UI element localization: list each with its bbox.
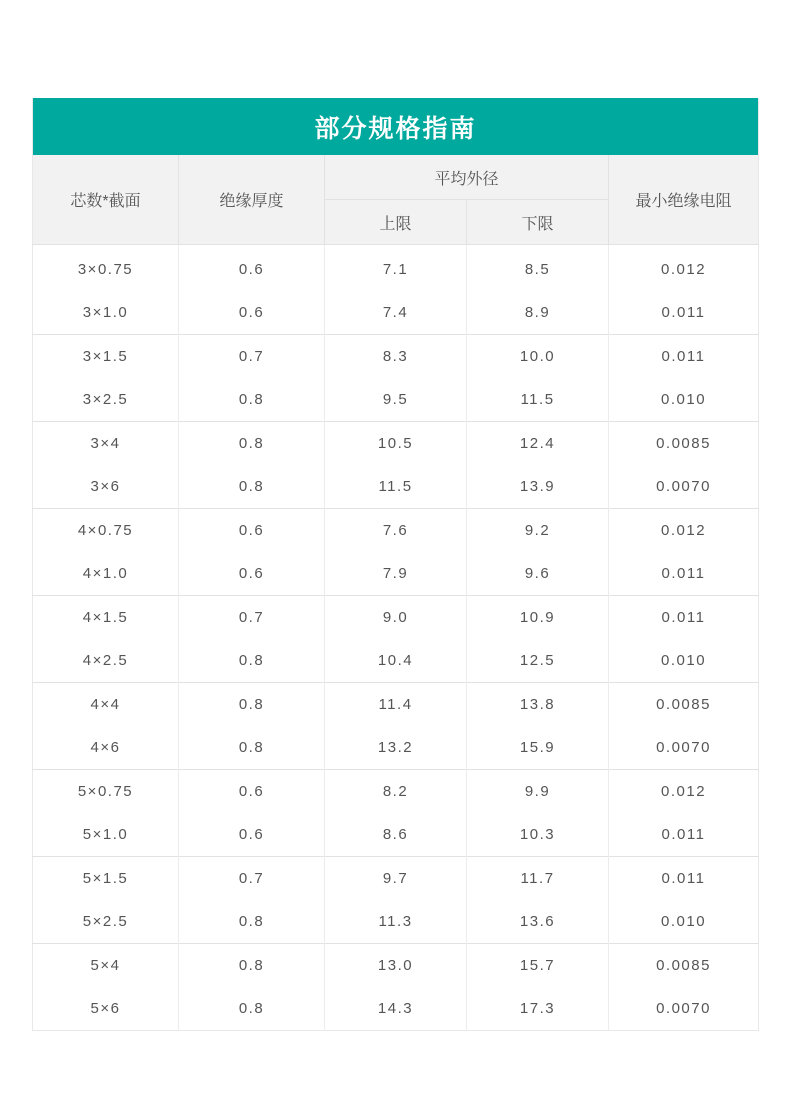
cell-thickness: 0.8 — [179, 944, 325, 988]
cell-spec: 4×6 — [33, 726, 179, 770]
table-row — [33, 683, 759, 727]
cell-resistance: 0.011 — [609, 335, 759, 379]
cell-lower: 10.9 — [467, 596, 609, 640]
header-min-insulation-resistance: 最小绝缘电阻 — [609, 155, 759, 245]
cell-thickness: 0.8 — [179, 683, 325, 727]
cell-spec: 5×4 — [33, 944, 179, 988]
cell-lower: 17.3 — [467, 987, 609, 1031]
table-row — [33, 726, 759, 770]
cell-resistance: 0.010 — [661, 652, 707, 669]
cell-resistance: 0.010 — [661, 913, 707, 930]
cell-upper: 11.3 — [325, 900, 467, 944]
cell-resistance: 0.0085 — [609, 944, 759, 988]
table-row — [33, 509, 759, 553]
cell-lower: 11.5 — [467, 378, 609, 422]
cell-upper: 7.1 — [325, 245, 467, 292]
table-row — [33, 552, 759, 596]
cell-upper: 8.6 — [325, 813, 467, 857]
cell-thickness: 0.8 — [179, 639, 325, 683]
cell-resistance: 0.0070 — [656, 1000, 711, 1017]
cell-thickness: 0.6 — [179, 770, 325, 814]
cell-upper: 9.7 — [325, 857, 467, 901]
cell-spec: 5×2.5 — [33, 900, 179, 944]
cell-spec: 4×1.5 — [33, 596, 179, 640]
cell-thickness: 0.6 — [179, 813, 325, 857]
cell-upper: 10.4 — [325, 639, 467, 683]
cell-lower: 13.8 — [467, 683, 609, 727]
cell-spec: 3×0.75 — [33, 245, 179, 292]
cell-thickness: 0.8 — [179, 378, 325, 422]
cell-resistance: 0.0085 — [609, 683, 759, 727]
cell-lower: 10.3 — [467, 813, 609, 857]
cell-thickness: 0.8 — [179, 422, 325, 466]
cell-lower: 9.9 — [467, 770, 609, 814]
header-upper-limit: 上限 — [325, 200, 467, 245]
table-row — [33, 291, 759, 335]
cell-lower: 8.5 — [467, 245, 609, 292]
cell-thickness: 0.6 — [179, 509, 325, 553]
cell-lower: 8.9 — [467, 291, 609, 335]
specification-table — [32, 98, 759, 1031]
header-row-top — [33, 155, 759, 200]
cell-resistance: 0.012 — [609, 770, 759, 814]
cell-lower: 15.7 — [467, 944, 609, 988]
cell-thickness: 0.7 — [179, 335, 325, 379]
table-row — [33, 944, 759, 988]
table-row — [33, 770, 759, 814]
cell-lower: 12.4 — [467, 422, 609, 466]
cell-lower: 10.0 — [467, 335, 609, 379]
table-row — [33, 813, 759, 857]
cell-upper: 9.5 — [325, 378, 467, 422]
cell-lower: 13.9 — [467, 465, 609, 509]
cell-lower: 9.6 — [467, 552, 609, 596]
table-row — [33, 378, 759, 422]
table-row — [33, 465, 759, 509]
cell-resistance: 0.0070 — [656, 739, 711, 756]
cell-resistance: 0.011 — [609, 596, 759, 640]
cell-spec: 3×1.0 — [33, 291, 179, 335]
cell-thickness: 0.8 — [179, 987, 325, 1031]
cell-upper: 7.6 — [325, 509, 467, 553]
cell-thickness: 0.6 — [179, 291, 325, 335]
cell-lower: 9.2 — [467, 509, 609, 553]
table-row — [33, 245, 759, 292]
cell-spec: 3×4 — [33, 422, 179, 466]
cell-lower: 13.6 — [467, 900, 609, 944]
cell-resistance: 0.011 — [609, 857, 759, 901]
cell-spec: 4×0.75 — [33, 509, 179, 553]
cell-spec: 4×4 — [33, 683, 179, 727]
cell-upper: 10.5 — [325, 422, 467, 466]
cell-upper: 13.2 — [325, 726, 467, 770]
cell-spec: 4×1.0 — [33, 552, 179, 596]
cell-lower: 11.7 — [467, 857, 609, 901]
cell-spec: 5×1.5 — [33, 857, 179, 901]
cell-spec: 3×1.5 — [33, 335, 179, 379]
cell-resistance: 0.0085 — [609, 422, 759, 466]
header-core-section: 芯数*截面 — [33, 155, 179, 245]
cell-resistance: 0.011 — [661, 304, 706, 321]
cell-thickness: 0.8 — [179, 900, 325, 944]
cell-resistance: 0.012 — [609, 245, 759, 292]
cell-thickness: 0.8 — [179, 465, 325, 509]
header-average-diameter: 平均外径 — [325, 155, 609, 200]
cell-upper: 14.3 — [325, 987, 467, 1031]
cell-thickness: 0.7 — [179, 857, 325, 901]
table-row — [33, 422, 759, 466]
table-title-row — [33, 98, 759, 155]
cell-spec: 5×1.0 — [33, 813, 179, 857]
cell-thickness: 0.6 — [179, 552, 325, 596]
cell-resistance: 0.012 — [609, 509, 759, 553]
cell-upper: 11.4 — [325, 683, 467, 727]
table-body — [33, 245, 759, 1031]
cell-thickness: 0.6 — [179, 245, 325, 292]
cell-resistance: 0.011 — [661, 826, 706, 843]
cell-upper: 8.2 — [325, 770, 467, 814]
cell-thickness: 0.8 — [179, 726, 325, 770]
cell-spec: 4×2.5 — [33, 639, 179, 683]
table-title: 部分规格指南 — [33, 98, 759, 155]
cell-spec: 3×6 — [33, 465, 179, 509]
cell-upper: 11.5 — [325, 465, 467, 509]
cell-thickness: 0.7 — [179, 596, 325, 640]
table-row — [33, 987, 759, 1031]
table-row — [33, 857, 759, 901]
cell-spec: 5×6 — [33, 987, 179, 1031]
cell-lower: 15.9 — [467, 726, 609, 770]
cell-spec: 3×2.5 — [33, 378, 179, 422]
header-lower-limit: 下限 — [467, 200, 609, 245]
cell-resistance: 0.011 — [661, 565, 706, 582]
table-row — [33, 639, 759, 683]
header-insulation-thickness: 绝缘厚度 — [179, 155, 325, 245]
table-row — [33, 596, 759, 640]
cell-upper: 13.0 — [325, 944, 467, 988]
table-header — [33, 98, 759, 245]
cell-spec: 5×0.75 — [33, 770, 179, 814]
table-row — [33, 335, 759, 379]
cell-resistance: 0.0070 — [656, 478, 711, 495]
cell-upper: 7.4 — [325, 291, 467, 335]
cell-upper: 7.9 — [325, 552, 467, 596]
cell-resistance: 0.010 — [661, 391, 707, 408]
cell-upper: 9.0 — [325, 596, 467, 640]
table-row — [33, 900, 759, 944]
cell-upper: 8.3 — [325, 335, 467, 379]
cell-lower: 12.5 — [467, 639, 609, 683]
